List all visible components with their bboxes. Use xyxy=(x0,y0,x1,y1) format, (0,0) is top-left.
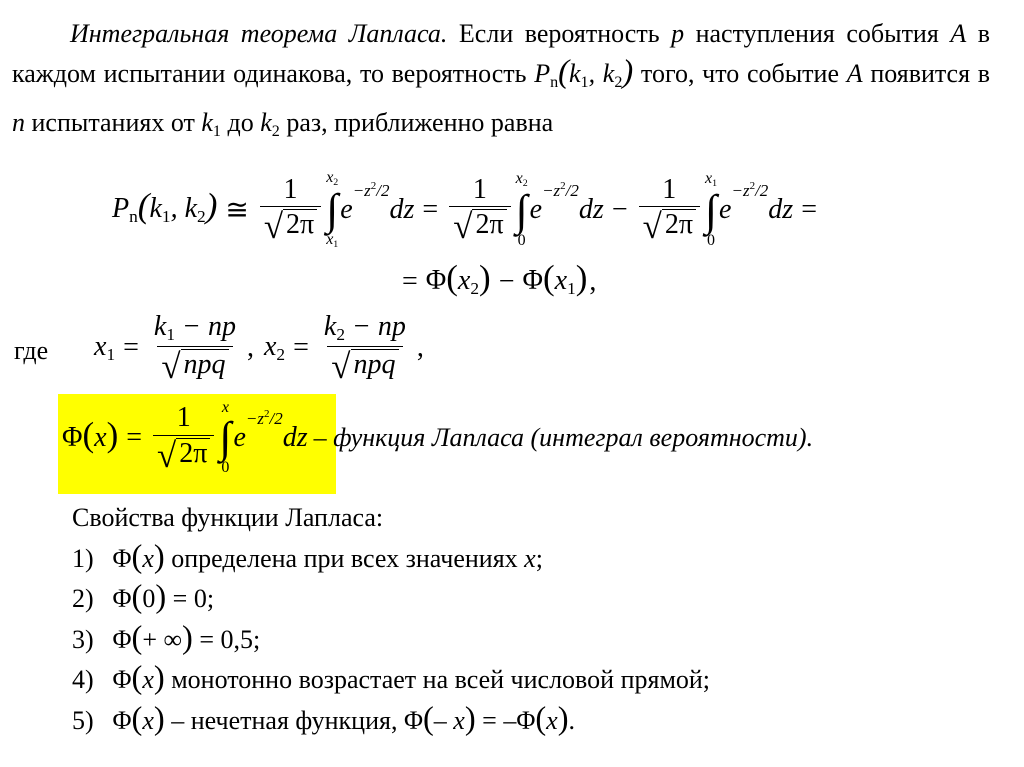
fraction-3: 1 √ 2π xyxy=(639,175,700,245)
integral-3: $x_1$ ∫ 0 xyxy=(704,169,718,249)
dz-3: dz xyxy=(768,193,794,225)
x1-fraction: $k_1$ − np √ npq xyxy=(153,311,236,387)
laplace-description: – функция Лапласа (интеграл вероятности). xyxy=(313,423,814,452)
minus-2: − xyxy=(498,266,515,298)
dz-1: dz xyxy=(389,193,415,225)
var-A-2: A xyxy=(846,59,863,88)
x-definitions: $x_1$ = $k_1$ − np √ npq , $x_2$ = $k_2$ − np √ npq , xyxy=(94,311,424,387)
exponential-1: e $-z^2/2$ xyxy=(340,179,390,225)
equals-1: = xyxy=(422,193,439,225)
fraction-1: 1 √ 2π xyxy=(260,175,321,245)
approx-sign: ≅ xyxy=(225,194,249,226)
phi-difference: = $\Phi(x_2)$ − $\Phi(x_1)$ , xyxy=(402,258,597,299)
property-4: 4) Φ(x) монотонно возрастает на всей числовой прямой; xyxy=(72,660,711,696)
integral-formula xyxy=(112,170,825,250)
property-5: 5) Φ(x) – нечетная функция, Φ(– x) = –Φ(x). xyxy=(72,700,576,737)
x1-def: $x_1$ xyxy=(94,331,116,365)
exponential-2: e $-z^2/2$ xyxy=(529,179,579,225)
equals-2: = xyxy=(801,193,817,225)
integral-1: $x_2$ ∫ $x_1$ xyxy=(326,169,339,250)
theorem-title: Интегральная теорема Лапласа. xyxy=(70,19,448,48)
var-n: n xyxy=(12,107,25,137)
dz-2: dz xyxy=(578,193,604,225)
pn-lhs: $P_n(k_1$, $k_2$) xyxy=(112,185,218,226)
fraction-2: 1 √ 2π xyxy=(449,175,510,245)
phi-x2: $\Phi(x_2)$ xyxy=(425,258,491,299)
var-k1: $k_1$ xyxy=(201,107,221,140)
minus-1: − xyxy=(611,193,628,225)
text-s4: того, что событие xyxy=(640,59,840,88)
laplace-fraction: 1 √ 2π xyxy=(153,403,214,473)
pn-notation: $P_n(k_1$, $k_2$) xyxy=(534,54,634,91)
text-s5: появится в xyxy=(870,59,991,88)
text-s8: раз, приближенно равна xyxy=(286,107,554,137)
laplace-exponential: e $-z^2/2$ xyxy=(233,408,283,453)
x2-def: $x_2$ xyxy=(263,331,286,365)
text-s7: до xyxy=(227,107,254,137)
var-A: A xyxy=(950,19,967,48)
text-s1: Если вероятность xyxy=(458,19,660,48)
integral-2: $x_2$ ∫ 0 xyxy=(515,169,528,249)
property-3: 3) Φ(+ ∞) = 0,5; xyxy=(72,619,261,656)
var-k2: $k_2$ xyxy=(260,107,280,140)
properties-list xyxy=(72,498,710,741)
text-s2: наступления события xyxy=(695,19,939,48)
phi-x-lhs: Φ(x) xyxy=(62,415,119,454)
where-label: где xyxy=(14,336,49,365)
x2-fraction: $k_2$ − np √ npq xyxy=(323,311,406,387)
exponential-3: e $-z^2/2$ xyxy=(719,179,769,225)
laplace-integral: x ∫ 0 xyxy=(219,399,232,476)
text-s3: в каждом испытании одинакова, то вероятность xyxy=(12,19,991,88)
text-s6: испытаниях от xyxy=(31,107,195,137)
properties-heading: Свойства функции Лапласа: xyxy=(72,503,384,532)
var-p: p xyxy=(671,19,685,48)
laplace-function: Φ(x) = 1 √ 2π x ∫ 0 e $-z^2/2$ dz – функция Лапласа (интеграл вероятности). xyxy=(62,399,814,476)
property-2: 2) Φ(0) = 0; xyxy=(72,579,215,615)
property-1: 1) Φ(x) определена при всех значениях x; xyxy=(72,538,543,575)
equals-3: = xyxy=(402,266,418,298)
theorem-paragraph xyxy=(12,14,990,152)
phi-x1: $\Phi(x_1)$ xyxy=(522,258,588,299)
